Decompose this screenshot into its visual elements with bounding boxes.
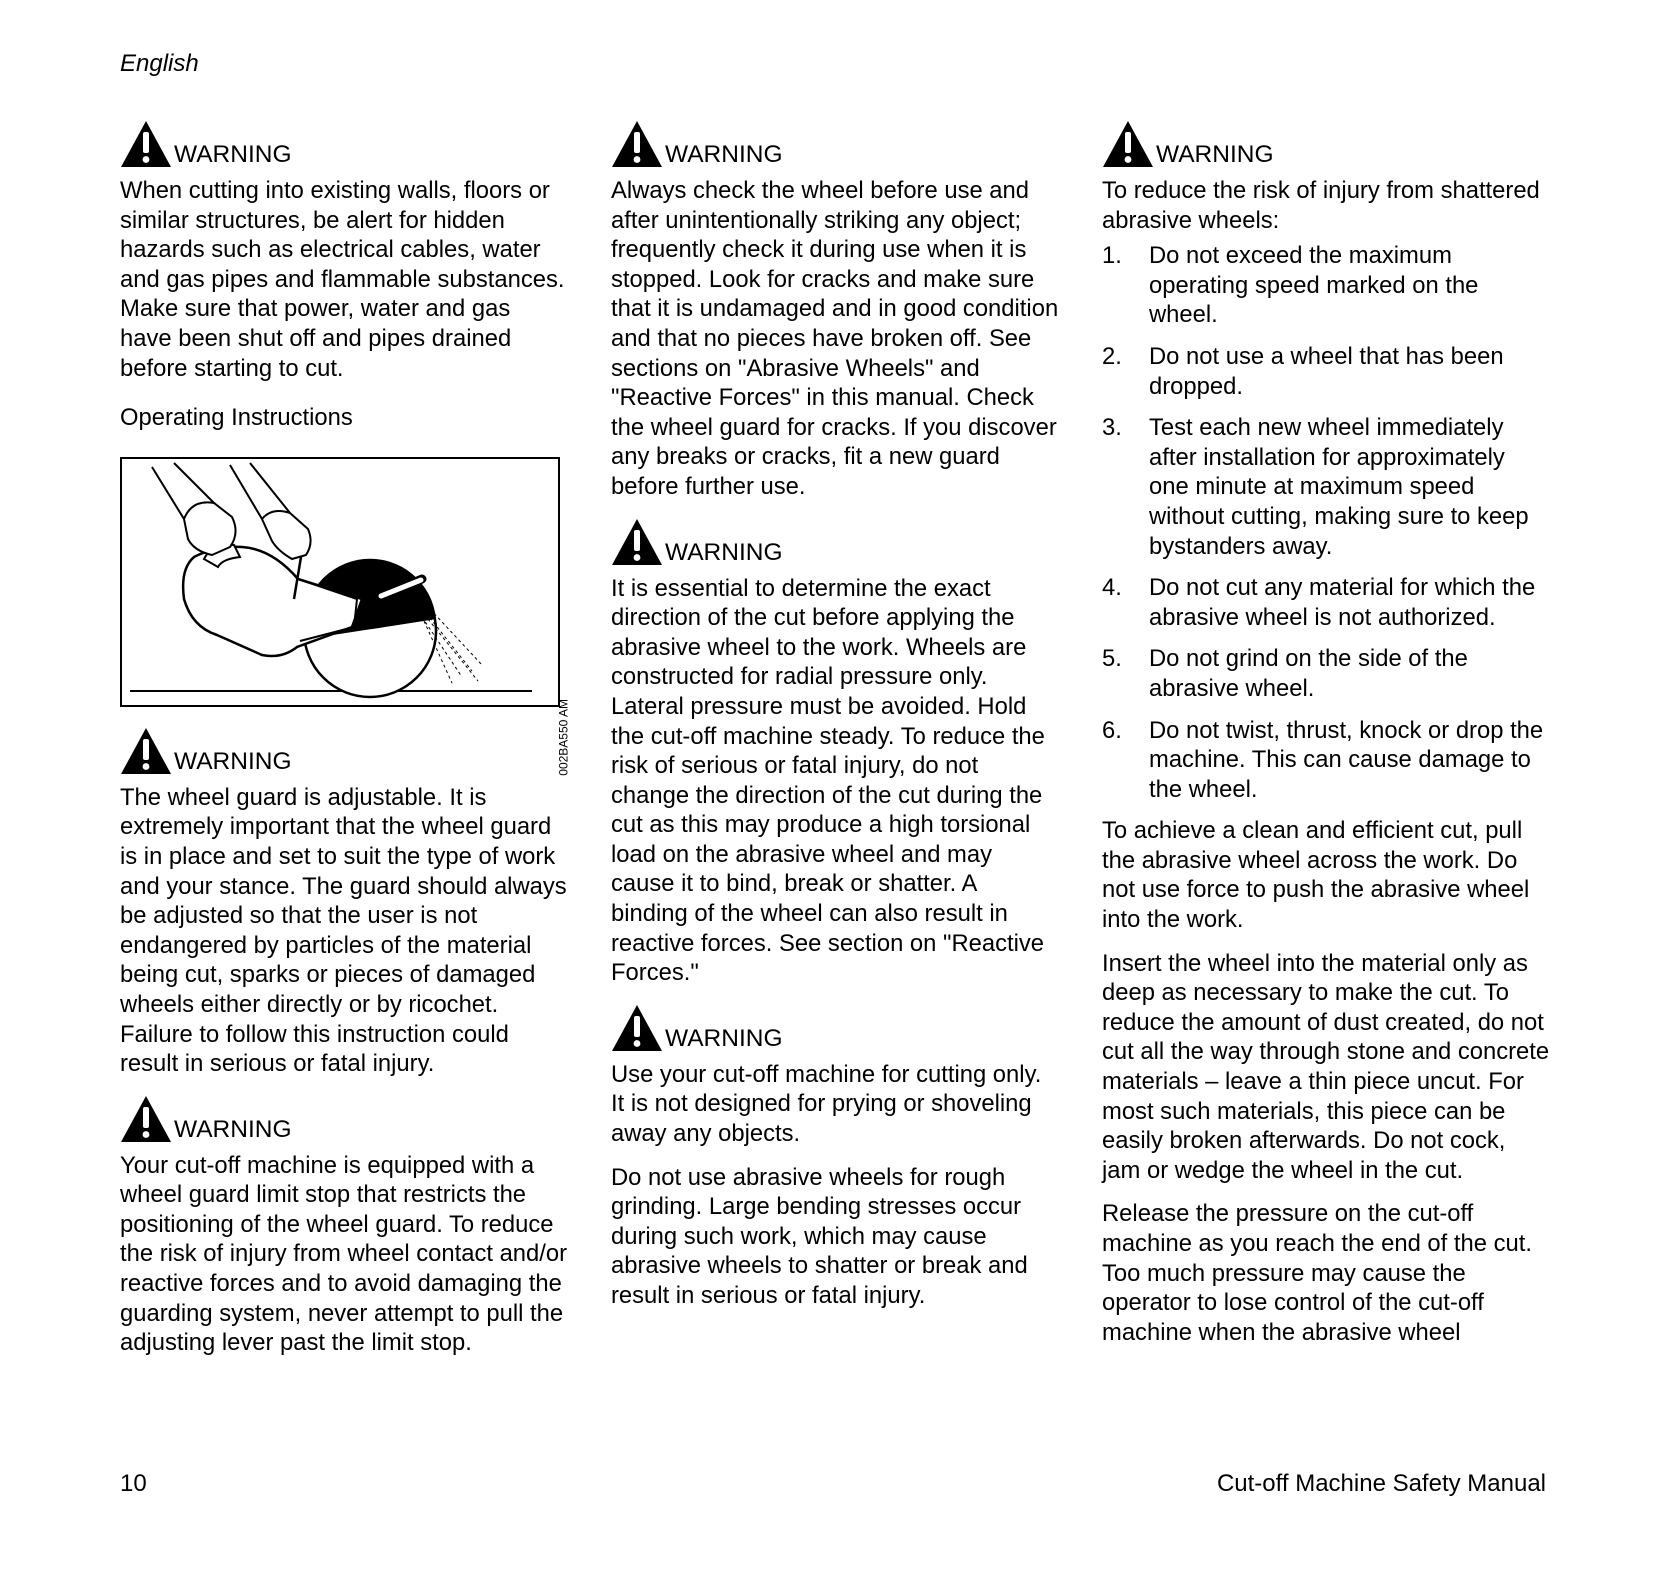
- warning-label: WARNING: [174, 141, 292, 168]
- warning-triangle-icon: [611, 120, 663, 168]
- text-run: It is essential to determine the exact direction of the cut before applying the abrasive wheel to the work. Wheels are constructed for: [611, 574, 1027, 691]
- warning-heading: [1102, 118, 1550, 168]
- paragraph: To achieve a clean and efficient cut, pull the abrasive wheel across the work. Do not use force to push the abrasive wheel into the work.: [1102, 817, 1530, 934]
- list-number: 2.: [1102, 342, 1122, 370]
- warning-text: Always check the wheel before use and after unintentionally striking any object; frequently check it during use when it is stopped. Look for cracks and make sure that it is undamaged and in good condition and that no pieces have broken off. See sections on "Abrasive Wheels" and "Reactive Forces" in this manual. Check the wheel guard for cracks. If you discover any breaks or cracks, fit a new guard before further use.: [611, 177, 1059, 500]
- warning-heading: [611, 1002, 1059, 1052]
- warning-label: WARNING: [174, 1115, 292, 1143]
- list-text: Do not exceed the maximum operating speed marked on the wheel.: [1149, 242, 1479, 329]
- list-number: 5.: [1102, 645, 1122, 673]
- list-number: 6.: [1102, 716, 1122, 744]
- list-item: [1102, 413, 1550, 561]
- list-item: [1102, 573, 1550, 632]
- list-number: 1.: [1102, 242, 1122, 270]
- warning-triangle-icon: [120, 1095, 172, 1143]
- list-text: Test each new wheel immediately after installation for approximately one minute at maximum speed without cutting, making sure to keep bystanders away.: [1149, 414, 1529, 560]
- manual-title: Cut-off Machine Safety Manual: [1216, 1470, 1546, 1497]
- warning-heading: [120, 725, 568, 775]
- page-number: 10: [120, 1470, 147, 1497]
- list-text: Do not twist, thrust, knock or drop the machine. This can cause damage to the wheel.: [1149, 716, 1544, 803]
- list-number: 4.: [1102, 574, 1122, 602]
- column-2: [611, 118, 1059, 1311]
- warning-label: WARNING: [665, 538, 783, 566]
- section-heading: Operating Instructions: [120, 404, 353, 432]
- text-run: pressure only.: [833, 663, 988, 691]
- list-number: 3.: [1102, 414, 1122, 442]
- warning-text: Use your cut-off machine for cutting only. It is not designed for prying or shoveling away any objects.: [611, 1060, 1042, 1148]
- warning-triangle-icon: [1102, 120, 1154, 168]
- warning-text: The wheel guard is adjustable. It is extremely important that the wheel guard is in place and set to suit the type of work and your stance. The guard should always be adjusted so that the user is not endangered by particles of the material being cut, sparks or pieces of damaged wheels either directly or by ricochet. Failure to follow this instruction could result in serious or fatal injury.: [120, 783, 567, 1078]
- list-text: Do not use a wheel that has been dropped.: [1149, 342, 1504, 400]
- list-item: [1102, 241, 1550, 330]
- warning-label: WARNING: [1156, 141, 1274, 168]
- warning-triangle-icon: [611, 518, 663, 566]
- warning-text: Your cut-off machine is equipped with a wheel guard limit stop that restricts the positioning of the wheel guard. To reduce the risk of injury from wheel contact and/or reactive forces and to avoid damaging the guarding system, never attempt to pull the adjusting lever past the limit stop.: [120, 1151, 568, 1357]
- column-3: [1102, 118, 1550, 1347]
- cutoff-machine-illustration: [122, 459, 557, 704]
- warning-heading: [611, 118, 1059, 168]
- numbered-list: [1102, 241, 1550, 804]
- warning-text: [611, 574, 1059, 988]
- list-item: [1102, 716, 1550, 805]
- warning-heading: [120, 1093, 568, 1143]
- warning-label: WARNING: [665, 141, 783, 168]
- list-item: [1102, 644, 1550, 703]
- figure-code: 002BA550 AM: [557, 698, 571, 776]
- warning-text: When cutting into existing walls, floors or similar structures, be alert for hidden hazards such as electrical cables, water and gas pipes and flammable substances. Make sure that power, water and gas have been shut off and pipes drained before starting to cut.: [120, 177, 565, 382]
- warning-triangle-icon: [611, 1004, 663, 1052]
- column-1: [120, 118, 571, 1358]
- warning-triangle-icon: [120, 120, 172, 168]
- list-text: Do not cut any material for which the abrasive wheel is not authorized.: [1149, 574, 1536, 631]
- warning-triangle-icon: [120, 727, 172, 775]
- language-label: English: [120, 50, 199, 77]
- text-run: pressure must be avoided. Hold the cut-off machine steady. To reduce the risk of serious or fatal injury, do not change the direction of the cut during the cut as this may produce a high torsional load on the abrasive wheel and may cause it to bind, break or shatter. A binding of the wheel can also result in reactive forces. See section on "Reactive Forces.": [611, 692, 1045, 987]
- warning-heading: [611, 516, 1059, 566]
- warning-heading: [120, 118, 568, 168]
- list-item: [1102, 342, 1550, 401]
- warning-text: To reduce the risk of injury from shattered abrasive wheels:: [1102, 177, 1540, 234]
- paragraph: Release the pressure on the cut-off machine as you reach the end of the cut. Too much pressure may cause the operator to lose control of the cut-off machine when the abrasive wheel: [1102, 1200, 1532, 1346]
- paragraph: Do not use abrasive wheels for rough grinding. Large bending stresses occur during such work, which may cause abrasive wheels to shatter or break and result in serious or fatal injury.: [611, 1163, 1028, 1309]
- bold-term-lateral: Lateral: [611, 692, 684, 720]
- warning-label: WARNING: [665, 1024, 783, 1052]
- paragraph: Insert the wheel into the material only as deep as necessary to make the cut. To reduce the amount of dust created, do not cut all the way through stone and concrete materials – leave a thin piece uncut. For most such materials, this piece can be easily broken afterwards. Do not cock, jam or wedge the wheel in the cut.: [1102, 949, 1550, 1184]
- list-text: Do not grind on the side of the abrasive wheel.: [1149, 645, 1468, 702]
- bold-term-radial: radial: [775, 663, 834, 691]
- warning-label: WARNING: [174, 747, 292, 775]
